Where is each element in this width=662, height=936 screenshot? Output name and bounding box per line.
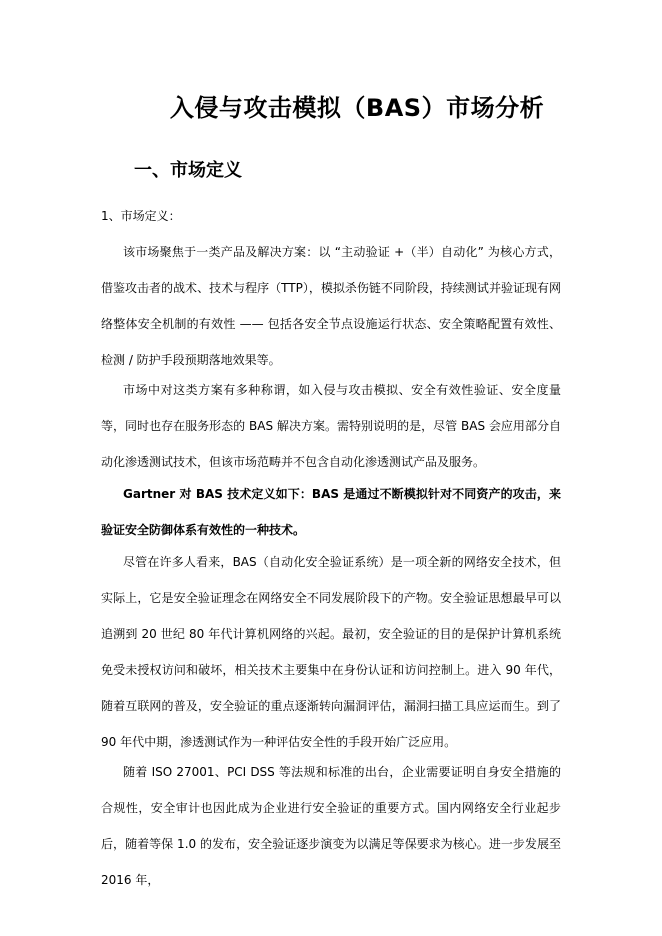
paragraph-history: 尽管在许多人看来，BAS（自动化安全验证系统）是一项全新的网络安全技术，但实际上，它是安全验证理念在网络安全不同发展阶段下的产物。安全验证思想最早可以追溯到 20 世纪 80 年代计算机网络的兴起。最初，安全验证的目的是保护计算机系统免受未授权访问和破坏，相关技术主要集中在身份认证和访问控制上。进入 90 年代，随着互联网的普及，安全验证的重点逐渐转向漏洞评估，漏洞扫描工具应运而生。到了 90 年代中期，渗透测试作为一种评估安全性的手段开始广泛应用。 xyxy=(101,555,561,749)
subsection-label: 1、市场定义： xyxy=(101,209,181,223)
document-title: 入侵与攻击模拟（BAS）市场分析 xyxy=(169,94,545,122)
section-heading: 一、市场定义 xyxy=(134,160,242,181)
paragraph-definition: 该市场聚焦于一类产品及解决方案：以 “主动验证 +（半）自动化” 为核心方式，借鉴攻击者的战术、技术与程序（TTP），模拟杀伤链不同阶段，持续测试并验证现有网络整体安全机制的有效性 —— 包括各安全节点设施运行状态、安全策略配置有效性、检测 / 防护手段预期落地效果等。 xyxy=(101,245,561,367)
paragraph-gartner-definition: Gartner 对 BAS 技术定义如下：BAS 是通过不断模拟针对不同资产的攻击，来验证安全防御体系有效性的一种技术。 xyxy=(101,487,561,537)
paragraph-compliance: 随着 ISO 27001、PCI DSS 等法规和标准的出台，企业需要证明自身安全措施的合规性，安全审计也因此成为企业进行安全验证的重要方式。国内网络安全行业起步后，随着等保 1.0 的发布，安全验证逐步演变为以满足等保要求为核心。进一步发展至 2016 年， xyxy=(101,765,561,887)
paragraph-naming: 市场中对这类方案有多种称谓，如入侵与攻击模拟、安全有效性验证、安全度量等，同时也存在服务形态的 BAS 解决方案。需特别说明的是，尽管 BAS 会应用部分自动化渗透测试技术，但该市场范畴并不包含自动化渗透测试产品及服务。 xyxy=(101,383,561,469)
